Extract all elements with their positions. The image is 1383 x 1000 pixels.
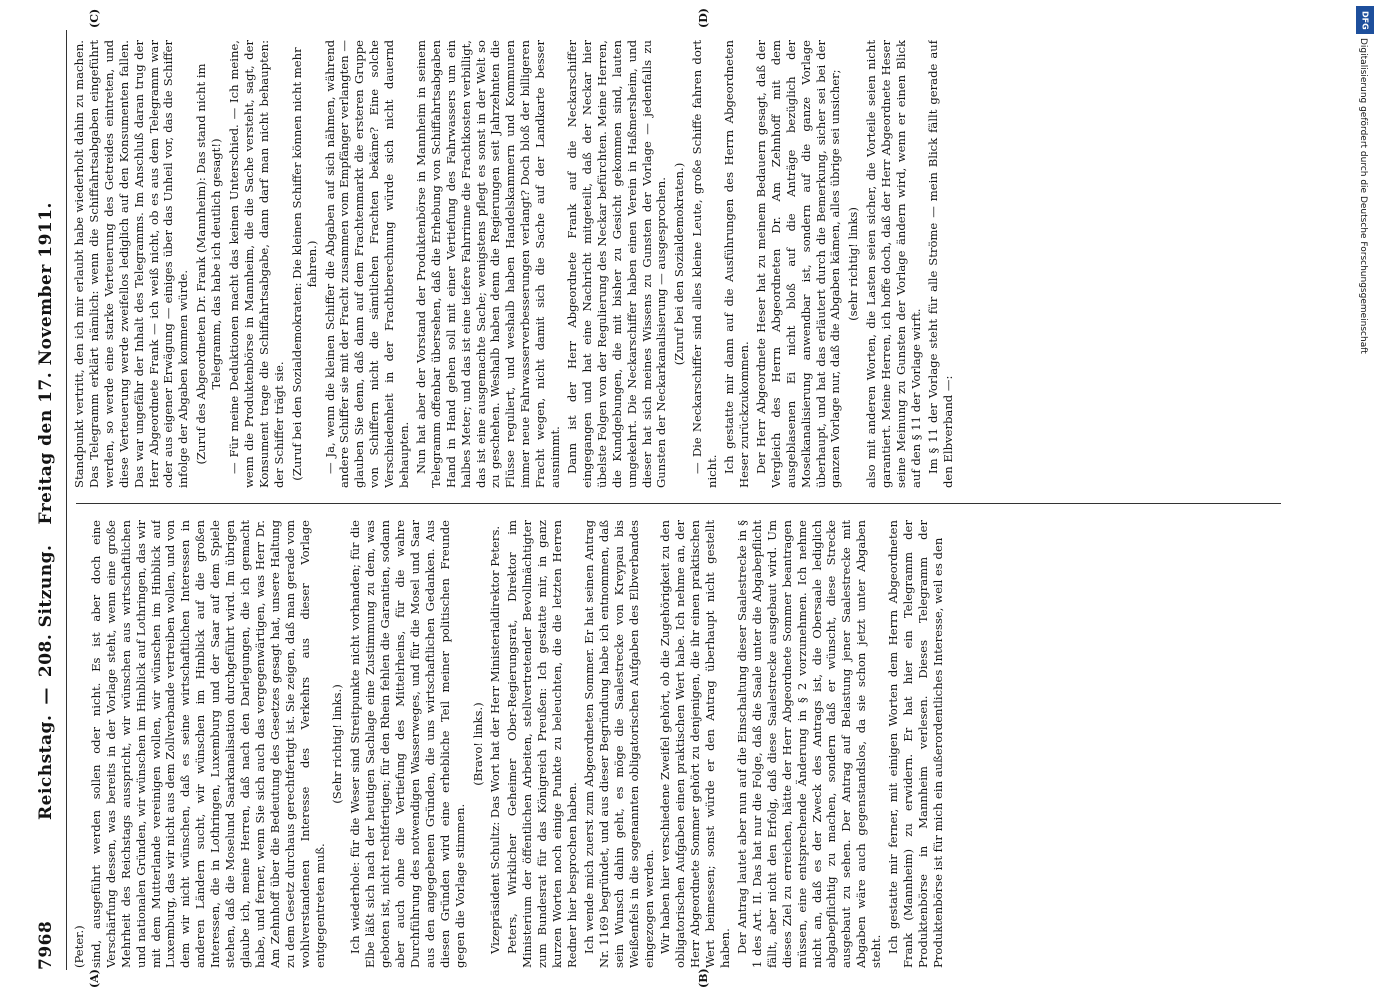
- header-rule: [66, 30, 67, 970]
- interjection: (Zuruf bei den Sozialdemokraten: Die kleinen Schiffer können nicht mehr fahren.): [289, 47, 319, 481]
- paragraph: Standpunkt vertritt, den ich mir erlaubt habe wiederholt dahin zu machen. Das Telegramm erklärt nämlich: wenn die Schiffahrtsabgaben eingeführt werden, so werde eine starke Verteuerung des Getreides eintreten, und diese Verteuerung werde zweifellos lediglich auf den Konsumenten fallen. Das war ungefähr der Inhalt des Telegramms. Im Anschluß daran trug der Herr Abgeordnete Frank — ich weiß nicht, ob es aus dem Telegramm war oder aus eigener Erwägung — einiges über das Unheil vor, das die Schiffer infolge der Abgaben kommen würde.: [72, 40, 191, 488]
- margin-marker-a: (A): [88, 969, 101, 988]
- margin-marker-c: (C): [88, 8, 101, 28]
- right-column: [72, 40, 1287, 488]
- credit-strip: [1354, 6, 1378, 996]
- column-divider: [76, 503, 1281, 504]
- speaker-tag: (Peter.): [72, 925, 86, 968]
- dfg-logo: DFG: [1356, 6, 1374, 34]
- paragraph: Nun hat aber der Vorstand der Produktenbörse in Mannheim in seinem Telegramm offenbar übersehen, daß die Erhebung von Schiffahrtsabgaben Hand in Hand gehen soll mit einer Vertiefung des Fahrwassers um ein halbes Meter; und das ist eine tiefere Fahrrinne die Frachtkosten verbilligt, das ist eine ausgemachte Sache; wenigstens pflegt es sonst in der Welt so zu geschehen. Weshalb haben denn die Regierungen seit Jahrzehnten die Flüsse reguliert, und weshalb haben Handelskammern und Kommunen immer neue Fahrwasserverbesserungen verlangt? Doch bloß der billigeren Fracht wegen, nicht damit sich die Sache auf der Landkarte besser ausnimmt.: [413, 40, 563, 488]
- interjection: (Bravo! links.): [470, 702, 485, 786]
- margin-marker-b: (B): [697, 968, 710, 988]
- interjection: (Sehr richtig! links.): [330, 684, 345, 804]
- header-session: 208. Sitzung.: [36, 544, 56, 678]
- margin-marker-d: (D): [697, 8, 710, 28]
- paragraph: Der Herr Abgeordnete Heser hat zu meinem Bedauern gesagt, daß der Vergleich des Herrn Abgeordneten Dr. Am Zehnhoff mit dem ausgeblasenen Ei nicht bloß auf die Anträge bezüglich der Moselkanalisierung anwendbar ist, sondern auf die ganze Vorlage überhaupt, und hat das erläutert durch die Bemerkung, sicher sei bei der ganzen Vorlage nur, daß die Abgaben kämen, alles übrige sei unsicher;: [753, 40, 843, 488]
- paragraph: Vizepräsident Schultz: Das Wort hat der Herr Ministerialdirektor Peters.: [488, 525, 503, 954]
- interjection: (Zuruf des Abgeordneten Dr. Frank (Mannheim): Das stand nicht im Telegramm, das habe ich deutlich gesagt!): [194, 63, 224, 465]
- paragraph: Wir haben hier verschiedene Zweifel gehört, ob die Zugehörigkeit zu den obligatorischen Aufgaben einen praktischen Wert habe. Ich nehme an, der Herr Abgeordnete Sommer gehört zu denjenigen, die ihr einen praktischen Wert beimessen; sonst würde er den Antrag überhaupt nicht gestellt haben.: [658, 520, 733, 968]
- paragraph: Dann ist der Herr Abgeordnete Frank auf die Neckarschiffer eingegangen und hat eine Nachricht mitgeteilt, daß der Neckar hier übelste Folgen von der Regulierung des Neckar befürchten. Meine Herren, die Kundgebungen, die mit bisher zu Gesicht gekommen sind, lauten umgekehrt. Die Neckarschiffer haben einen Verein in Haßmersheim, und dieser hat sich meines Wissens zu Gunsten der Vorlage — jedenfalls zu Gunsten der Neckarkanalisierung — ausgesprochen.: [565, 40, 669, 488]
- paragraph: Im § 11 der Vorlage steht für alle Ströme — mein Blick fällt gerade auf den Elbverband —:: [925, 40, 955, 488]
- paragraph: also mit anderen Worten, die Lasten seien sicher, die Vorteile seien nicht garantiert. Meine Herren, ich hoffe doch, daß der Herr Abgeordnete Heser seine Meinung zu Gunsten der Vorlage ändern wird, wenn er einen Blick auf den § 11 der Vorlage wirft.: [864, 40, 923, 488]
- header-institution: Reichstag.: [36, 714, 56, 820]
- credit-text: Digitalisierung gefördert durch die Deutsche Forschungsgemeinschaft: [1358, 38, 1368, 354]
- header-date: Freitag den 17. November 1911.: [36, 202, 56, 525]
- paragraph: Ich wiederhole: für die Weser sind Streitpunkte nicht vorhanden; für die Elbe läßt sich nach der heutigen Sachlage eine Zustimmung zu dem, was geboten ist, nicht rechtfertigen; für den Rhein fehlen die Garantien, sodann aber auch ohne die Vertiefung des Mittelrheins, für die wahre Durchführung des notwendigen Wasserweges, und für die Mosel und Saar aus den angegebenen Gründen, die uns wirtschaftlichen Gedanken. Aus diesen Gründen wird eine erhebliche Teil meiner politischen Freunde gegen die Vorlage stimmen.: [348, 520, 467, 968]
- page-number: 7968: [36, 920, 56, 970]
- paragraph: — Für meine Deduktionen macht das keinen Unterschied. — Ich meine, wenn die Produktenbörse in Mannheim, die die Sache versteht, sagt, der Konsument trage die Schiffahrtsabgabe, dann darf man nicht behaupten: der Schiffer trägt sie.: [227, 40, 286, 488]
- paragraph: Ich gestatte mir ferner, mit einigen Worten dem Herrn Abgeordneten Frank (Mannheim) zu erwidern. Er hat hier ein Telegramm der Produktenbörse in Mannheim verlesen. Dieses Telegramm der Produktenbörse ist für mich ein außerordentliches Interesse, weil es den: [886, 520, 945, 968]
- paragraph: Der Antrag lautet aber nun auf die Einschaltung dieser Saalestrecke in § 1 des Art. II. Das hat nur die Folge, daß die Saale unter die Abgabepflicht fällt, aber nicht den Erfolg, daß diese Saalestrecke ausgebaut wird. Um dieses Ziel zu erreichen, hätte der Herr Abgeordnete Sommer beantragen müssen, eine entsprechende Änderung in § 2 vorzunehmen. Ich nehme nicht an, daß es der Zweck des Antrags ist, die Obersaale lediglich abgabepflichtig zu machen, sondern daß er wünscht, diese Strecke ausgebaut zu sehen. Der Antrag auf Belastung jener Saalestrecke mit Abgaben wäre auch gegenstandslos, da sie schon jetzt unter Abgaben steht.: [734, 520, 884, 968]
- paragraph: Ich wende mich zuerst zum Abgeordneten Sommer. Er hat seinen Antrag Nr. 1169 begründet, und aus dieser Begründung habe ich entnommen, daß sein Wunsch dahin geht, es möge die Saalestrecke von Kreypau bis Weißenfels in die sogenannten obligatorischen Aufgaben des Elbverbandes eingezogen werden.: [581, 520, 656, 968]
- paragraph: Peters, Wirklicher Geheimer Ober-Regierungsrat, Direktor im Ministerium der öffentlichen Arbeiten, stellvertretender Bevollmächtigter zum Bundesrat für das Königreich Preußen: Ich gestatte mir, in ganz kurzen Worten noch einige Punkte zu beleuchten, die die letzten Herren Redner hier besprochen haben.: [505, 520, 579, 968]
- interjection: (Zuruf bei den Sozialdemokraten.): [672, 162, 687, 366]
- header-title: Reichstag.—208. Sitzung.Freitag den 17. November 1911.: [36, 202, 56, 820]
- paragraph: Ich gestatte mir dann auf die Ausführungen des Herrn Abgeordneten Heser zurückzukommen.: [722, 40, 751, 488]
- interjection: (sehr richtig! links): [846, 207, 861, 321]
- left-column: [72, 520, 1287, 968]
- paragraph: — Ja, wenn die kleinen Schiffer die Abgaben auf sich nähmen, während andere Schiffer sie mit der Fracht zusammen vom Empfänger verlangten — glauben Sie denn, daß dann auf dem Frachtenmarkt die ersteren Gruppe von Schiffern nicht die sämtlichen Frachten bekäme? Eine solche Verschiedenheit in der Frachtberechnung würde sich nicht dauernd behaupten.: [322, 40, 412, 488]
- page-header: [36, 30, 60, 970]
- paragraph: — Die Neckarschiffer sind alles kleine Leute, große Schiffe fahren dort nicht.: [690, 40, 720, 488]
- paragraph: sind, ausgeführt werden sollen oder nicht. Es ist aber doch eine Verschärfung dessen, was bereits in der Vorlage steht, wenn eine große Mehrheit des Reichstags ausspricht, wir wünschen aus wirtschaftlichen und nationalen Gründen, wir wünschen im Hinblick auf Lothringen, das wir mit dem Mutterlande vereinigen wollen, wir wünschen im Hinblick auf Luxemburg, das wir nicht aus dem Zollverbande vertreiben wollen, und von dem wir nicht wünschen, daß es seine wirtschaftlichen Interessen in anderen Ländern sucht, wir wünschen im Hinblick auf die großen Interessen, die in Lothringen, Luxemburg und der Saar auf dem Spiele stehen, daß die Moselund Saarkanalisation durchgeführt wird. Im übrigen glaube ich, meine Herren, daß nach den Darlegungen, die ich gemacht habe, und ferner, wenn Sie sich auch das vergegenwärtigen, was Herr Dr. Am Zehnhoff über die Bedeutung des Gesetzes gesagt hat, unsere Haltung zu dem Gesetz durchaus gerechtfertigt ist. Sie zeigen, daß man gerade vom wohlverstandenen Interesse des Verkehrs aus dieser Vorlage entgegentreten muß.: [88, 520, 327, 968]
